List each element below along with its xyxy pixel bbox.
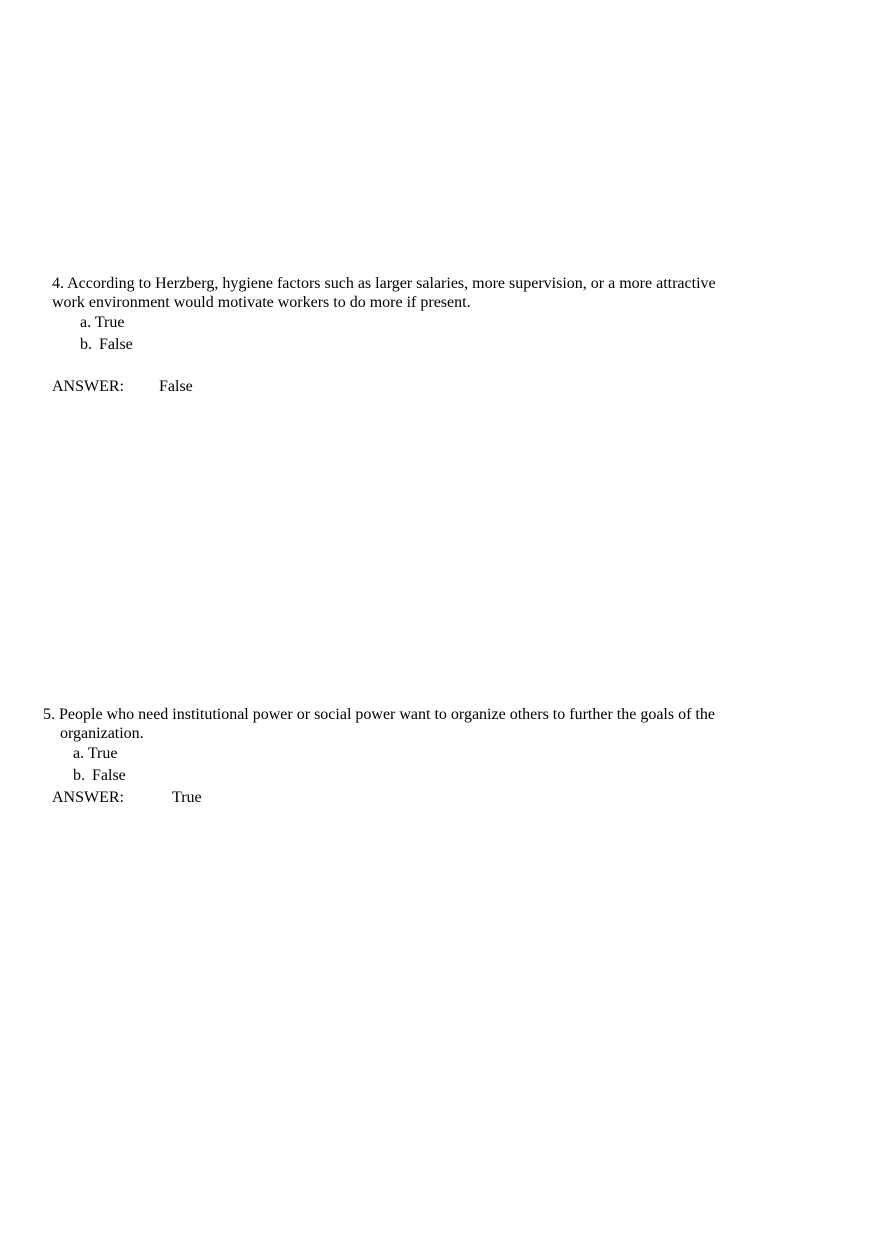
option-letter: b. (73, 767, 85, 784)
option-text: True (87, 745, 118, 762)
answer-value: True (172, 789, 202, 806)
option-b (73, 766, 126, 785)
question-stem-line-2: work environment would motivate workers to do more if present. (52, 294, 471, 311)
answer-value: False (159, 378, 193, 395)
option-a (73, 744, 117, 763)
option-text: False (99, 336, 133, 353)
question-stem-line-1: 4. According to Herzberg, hygiene factors such as larger salaries, more supervision, or a more attractive (52, 275, 716, 292)
question-stem-line-1: 5. People who need institutional power or social power want to organize others to further the goals of the (43, 706, 715, 723)
option-text: False (92, 767, 126, 784)
option-b (80, 335, 133, 354)
option-letter: b. (80, 336, 92, 353)
option-text: True (94, 314, 125, 331)
answer-label: ANSWER: (52, 378, 124, 395)
question-stem-line-2: organization. (60, 725, 144, 742)
answer-label: ANSWER: (52, 789, 124, 806)
option-letter: a. (73, 745, 85, 762)
option-a (80, 313, 124, 332)
option-letter: a. (80, 314, 92, 331)
